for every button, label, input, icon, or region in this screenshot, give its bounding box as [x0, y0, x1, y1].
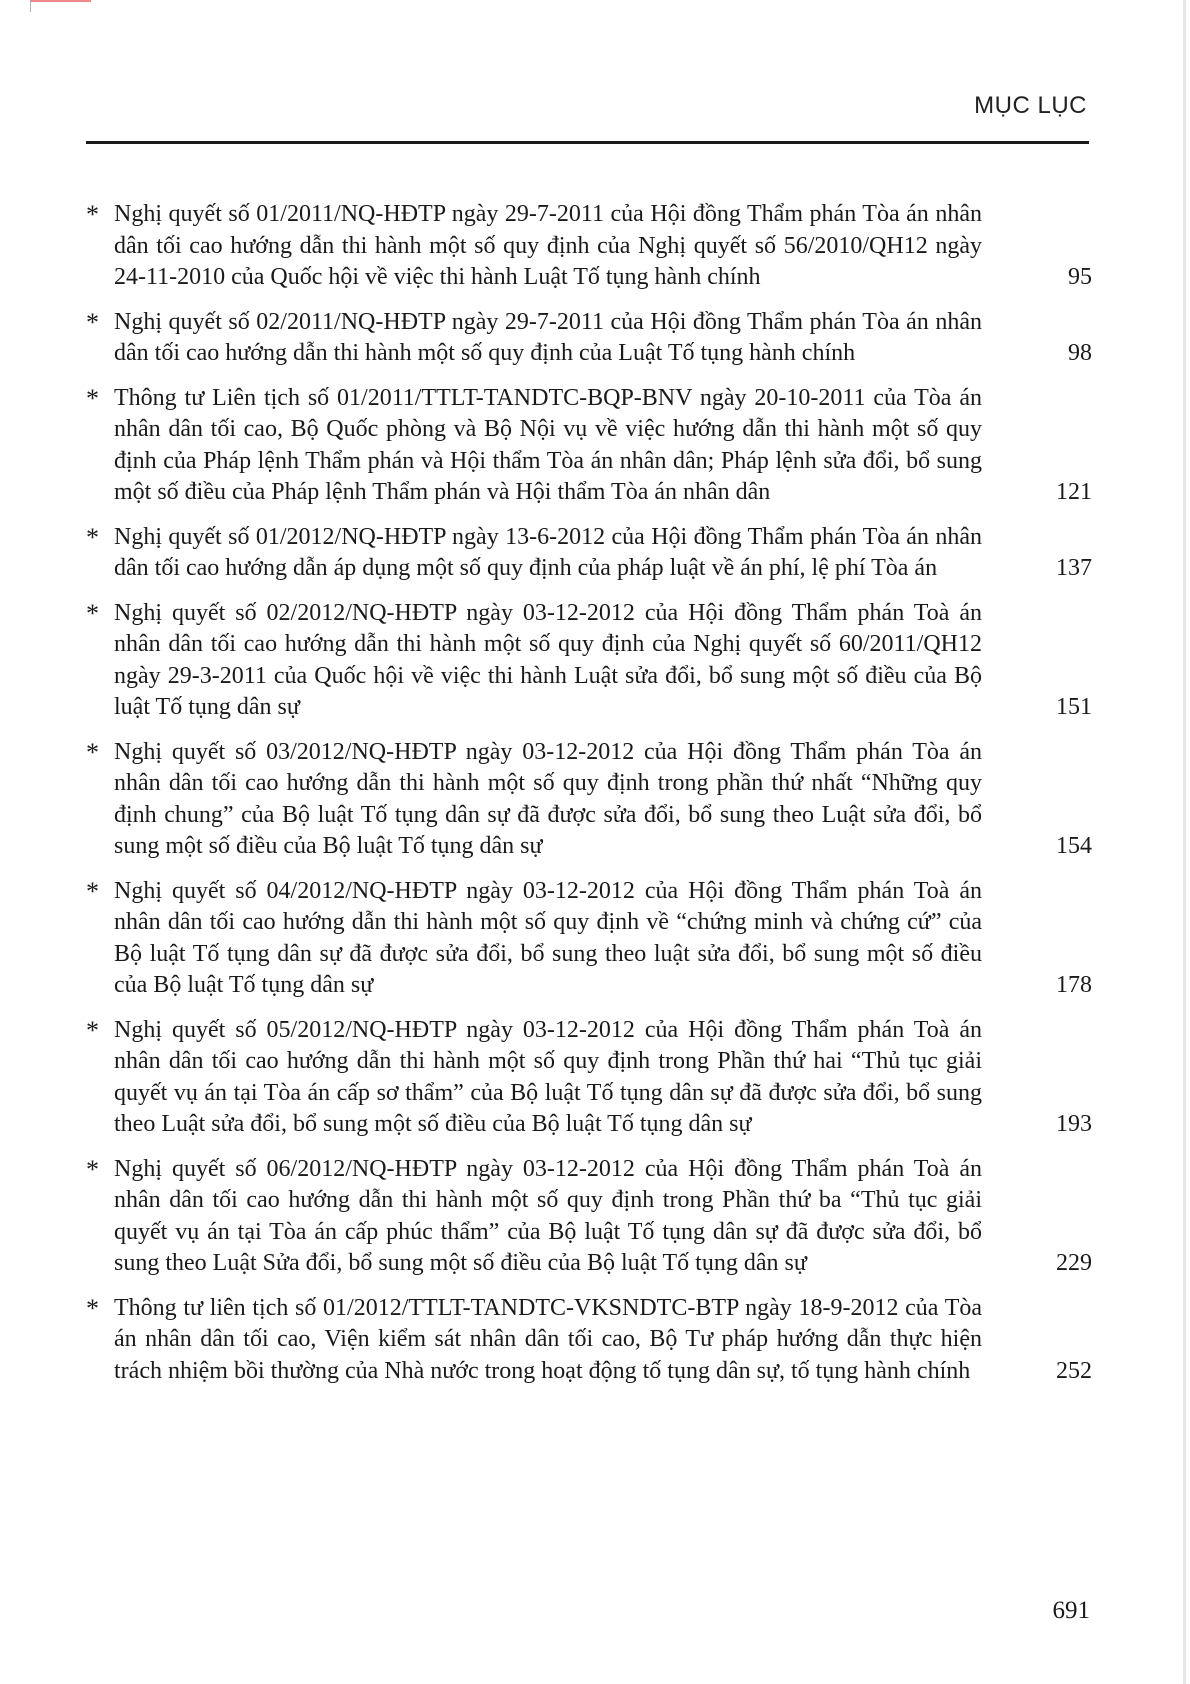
- toc-entry-page: 151: [1056, 694, 1092, 720]
- toc-entry: [86, 1293, 1092, 1388]
- toc-entry-page: 252: [1056, 1357, 1092, 1384]
- toc-entry-page: 178: [1056, 972, 1092, 998]
- toc-entry: [86, 307, 1092, 370]
- toc-entry: [86, 383, 1092, 509]
- toc-entry: [86, 1154, 1092, 1280]
- toc-entry: [86, 737, 1092, 863]
- toc-entry: [86, 199, 1092, 294]
- page-edge: [1183, 0, 1186, 1684]
- toc-entry-title: Thông tư Liên tịch số 01/2011/TTLT-TANDTC-BQP-BNV ngày 20-10-2011 của Tòa án nhân dân tối cao, Bộ Quốc phòng và Bộ Nội vụ về việc hướng dẫn thi hành một số quy định của Pháp lệnh Thẩm phán và Hội thẩm Tòa án nhân dân; Pháp lệnh sửa đổi, bổ sung một số điều của Pháp lệnh Thẩm phán và Hội thẩm Tòa án nhân dân: [114, 384, 982, 505]
- toc-bullet: *: [86, 737, 99, 767]
- toc-entry: [86, 1015, 1092, 1141]
- toc-bullet: *: [86, 200, 99, 229]
- scan-corner-mark: [30, 0, 91, 12]
- toc-entry-title: Nghị quyết số 01/2011/NQ-HĐTP ngày 29-7-2011 của Hội đồng Thẩm phán Tòa án nhân dân tối cao hướng dẫn thi hành một số quy định của Nghị quyết số 56/2010/QH12 ngày 24-11-2010 của Quốc hội về việc thi hành Luật Tố tụng hành chính: [114, 201, 982, 290]
- toc-entry-title: Nghị quyết số 01/2012/NQ-HĐTP ngày 13-6-2012 của Hội đồng Thẩm phán Tòa án nhân dân tối cao hướng dẫn áp dụng một số quy định của pháp luật về án phí, lệ phí Tòa án: [114, 523, 982, 581]
- toc-bullet: *: [86, 1015, 99, 1045]
- toc-entry-title: Nghị quyết số 05/2012/NQ-HĐTP ngày 03-12-2012 của Hội đồng Thẩm phán Toà án nhân dân tối cao hướng dẫn thi hành một số quy định trong Phần thứ hai “Thủ tục giải quyết vụ án tại Tòa án cấp sơ thẩm” của Bộ luật Tố tụng dân sự đã được sửa đổi, bổ sung theo Luật sửa đổi, bổ sung một số điều của Bộ luật Tố tụng dân sự: [114, 1016, 982, 1137]
- toc-entry-title: Nghị quyết số 06/2012/NQ-HĐTP ngày 03-12-2012 của Hội đồng Thẩm phán Toà án nhân dân tối cao hướng dẫn thi hành một số quy định trong Phần thứ ba “Thủ tục giải quyết vụ án tại Tòa án cấp phúc thẩm” của Bộ luật Tố tụng dân sự đã được sửa đổi, bổ sung theo Luật Sửa đổi, bổ sung một số điều của Bộ luật Tố tụng dân sự: [114, 1155, 982, 1276]
- toc-bullet: *: [86, 1154, 99, 1184]
- toc-entry-title: Nghị quyết số 04/2012/NQ-HĐTP ngày 03-12-2012 của Hội đồng Thẩm phán Toà án nhân dân tối cao hướng dẫn thi hành một số quy định về “chứng minh và chứng cứ” của Bộ luật Tố tụng dân sự đã được sửa đổi, bổ sung theo luật sửa đổi, bổ sung một số điều của Bộ luật Tố tụng dân sự: [114, 877, 982, 998]
- toc-entry-page: 137: [1056, 555, 1092, 581]
- toc-entry-title: Thông tư liên tịch số 01/2012/TTLT-TANDTC-VKSNDTC-BTP ngày 18-9-2012 của Tòa án nhân dân tối cao, Viện kiểm sát nhân dân tối cao, Bộ Tư pháp hướng dẫn thực hiện trách nhiệm bồi thường của Nhà nước trong hoạt động tố tụng dân sự, tố tụng hành chính: [114, 1294, 982, 1384]
- toc-entry-page: 154: [1056, 833, 1092, 859]
- toc-entry-title: Nghị quyết số 02/2011/NQ-HĐTP ngày 29-7-2011 của Hội đồng Thẩm phán Tòa án nhân dân tối cao hướng dẫn thi hành một số quy định của Luật Tố tụng hành chính: [114, 308, 982, 366]
- toc-bullet: *: [86, 307, 99, 337]
- toc-entry-page: 121: [1056, 479, 1092, 505]
- toc-bullet: *: [86, 876, 99, 906]
- toc-entry: [86, 876, 1092, 1002]
- toc-entry-page: 229: [1056, 1250, 1092, 1276]
- toc-entry-title: Nghị quyết số 03/2012/NQ-HĐTP ngày 03-12-2012 của Hội đồng Thẩm phán Tòa án nhân dân tối cao hướng dẫn thi hành một số quy định trong phần thứ nhất “Những quy định chung” của Bộ luật Tố tụng dân sự đã được sửa đổi, bổ sung theo Luật sửa đổi, bổ sung một số điều của Bộ luật Tố tụng dân sự: [114, 738, 982, 859]
- toc-entry: [86, 598, 1092, 724]
- page-number: 691: [1052, 1597, 1090, 1624]
- toc-entry: [86, 522, 1092, 585]
- toc-entry-page: 98: [1068, 340, 1092, 366]
- table-of-contents: [86, 199, 1092, 1400]
- header-rule: [86, 141, 1089, 144]
- running-head-title: MỤC LỤC: [974, 92, 1087, 119]
- toc-bullet: *: [86, 383, 99, 413]
- toc-entry-page: 95: [1068, 264, 1092, 290]
- toc-bullet: *: [86, 522, 99, 552]
- toc-bullet: *: [86, 1293, 99, 1323]
- toc-entry-title: Nghị quyết số 02/2012/NQ-HĐTP ngày 03-12-2012 của Hội đồng Thẩm phán Toà án nhân dân tối cao hướng dẫn thi hành một số quy định của Nghị quyết số 60/2011/QH12 ngày 29-3-2011 của Quốc hội về việc thi hành Luật sửa đổi, bổ sung một số điều của Bộ luật Tố tụng dân sự: [114, 599, 982, 720]
- toc-bullet: *: [86, 598, 99, 628]
- toc-entry-page: 193: [1056, 1111, 1092, 1137]
